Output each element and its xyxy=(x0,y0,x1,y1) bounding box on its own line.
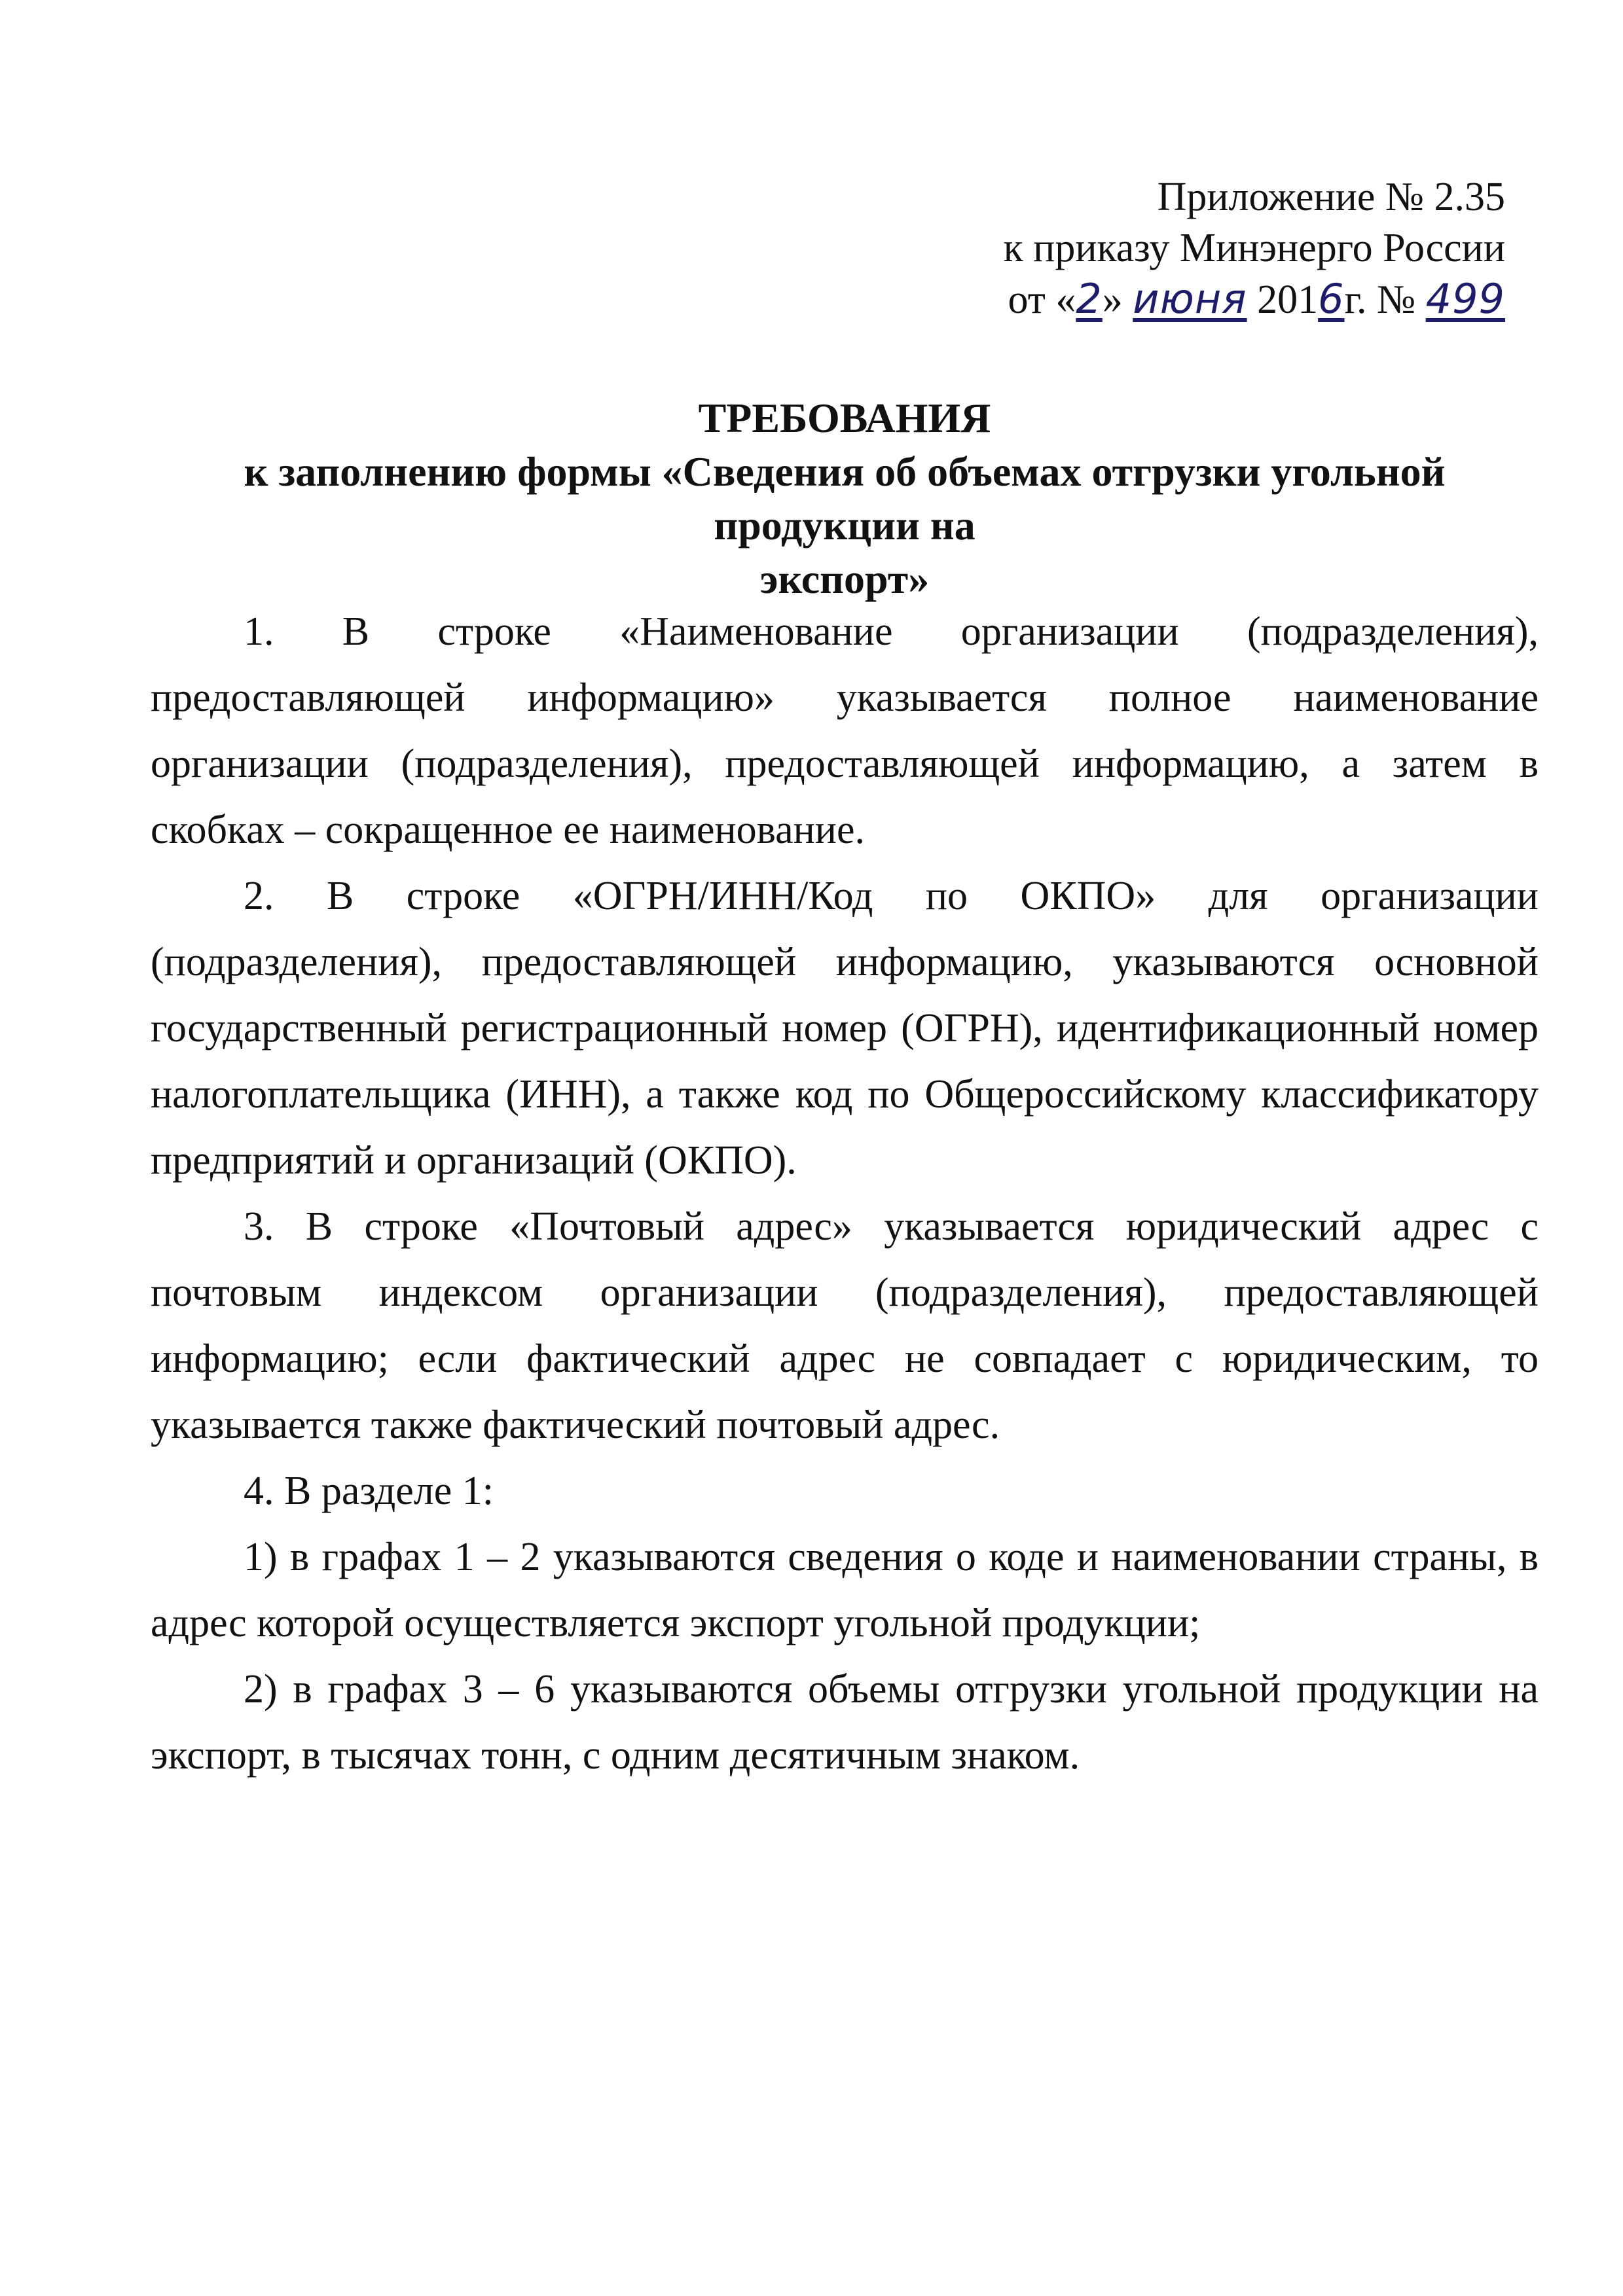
paragraph-4-item-1: 1) в графах 1 – 2 указываются сведения о коде и наименовании страны, в адрес которой осуществляется экспорт угольной продукции; xyxy=(151,1535,1539,1645)
handwritten-order-number: 499 xyxy=(1425,275,1505,323)
year-prefix: 201 xyxy=(1247,278,1319,322)
document-body xyxy=(151,599,1539,1789)
date-prefix: от « xyxy=(1008,278,1076,322)
title-subtitle-line1: к заполнению формы «Сведения об объемах отгрузки угольной продукции на xyxy=(244,448,1446,548)
paragraph-4-item-2: 2) в графах 3 – 6 указываются объемы отгрузки угольной продукции на экспорт, в тысячах тонн, с одним десятичным знаком. xyxy=(151,1667,1539,1778)
handwritten-month: июня xyxy=(1133,275,1247,323)
paragraph-4: 4. В разделе 1: xyxy=(244,1469,494,1513)
paragraph-3: 3. В строке «Почтовый адрес» указывается юридический адрес с почтовым индексом организации (подразделения), предоставляющей информацию; если фактический адрес не совпадает с юридическим, то указывается также фактический почтовый адрес. xyxy=(151,1204,1539,1447)
number-prefix: г. № xyxy=(1344,278,1426,322)
handwritten-year-digit: 6 xyxy=(1318,275,1345,323)
handwritten-day: 2 xyxy=(1076,275,1103,323)
order-reference: к приказу Минэнерго России xyxy=(1003,226,1505,270)
appendix-number: Приложение № 2.35 xyxy=(1157,175,1505,219)
title-subtitle-line2: экспорт» xyxy=(759,556,930,602)
date-sep: » xyxy=(1102,278,1133,322)
appendix-header xyxy=(1004,171,1505,325)
title-heading: ТРЕБОВАНИЯ xyxy=(698,395,991,441)
paragraph-2: 2. В строке «ОГРН/ИНН/Код по ОКПО» для организации (подразделения), предоставляющей информацию, указываются основной государственный регистрационный номер (ОГРН), идентификационный номер налогоплательщика (ИНН), а также код по Общероссийскому классификатору предприятий и организаций (ОКПО). xyxy=(151,874,1539,1183)
document-title xyxy=(151,391,1539,606)
paragraph-1: 1. В строке «Наименование организации (подразделения), предоставляющей информацию» указывается полное наименование организации (подразделения), предоставляющей информацию, а затем в скобках – сокращенное ее наименование. xyxy=(151,609,1539,852)
order-date-line xyxy=(1004,274,1505,325)
